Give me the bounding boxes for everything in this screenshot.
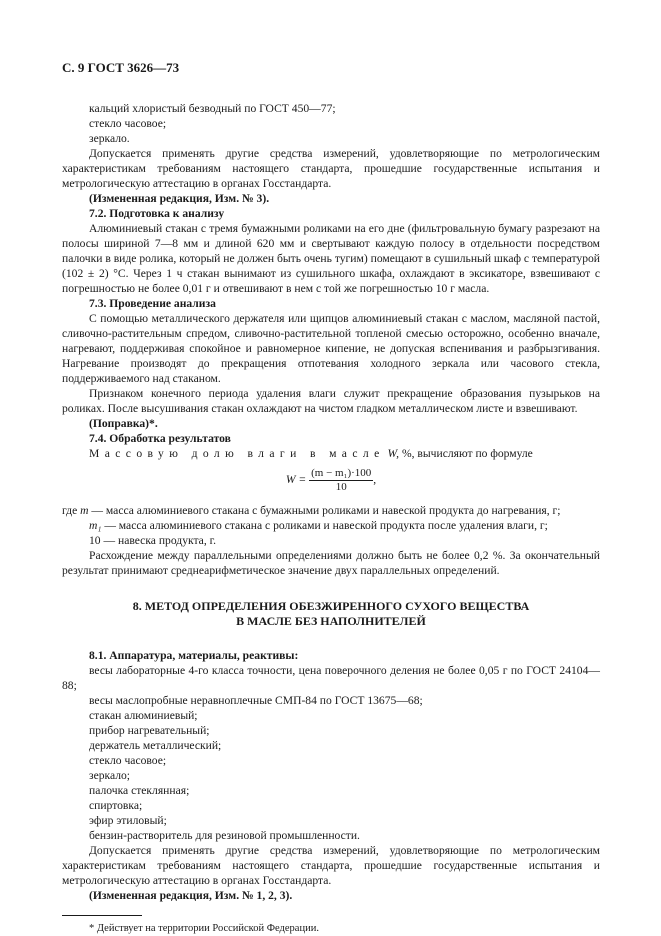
legend-text-10: — навеска продукта, г. xyxy=(103,534,216,547)
legend-symbol-10: 10 xyxy=(89,534,101,547)
paragraph-allowance: Допускается применять другие средства измерений, удовлетворяющие по метрологическим характеристикам требованиям настоящего стандарта, прошедшие государственные испытания и метрологическую аттестацию в органах Госстандарта. xyxy=(62,147,600,190)
list-item: спиртовка; xyxy=(89,799,143,812)
paragraph-discrepancy: Расхождение между параллельными определениями должно быть не более 0,2 %. За окончательный результат принимают среднеарифметическое значение двух параллельных определений. xyxy=(62,549,600,577)
formula-fraction xyxy=(309,467,373,494)
section-8-title xyxy=(62,599,600,629)
edition-note: (Измененная редакция, Изм. № 3). xyxy=(89,192,270,205)
page-header: С. 9 ГОСТ 3626—73 xyxy=(62,60,180,75)
footnote: * Действует на территории Российской Федерации. xyxy=(89,923,319,934)
formula-lhs: W = xyxy=(285,473,307,487)
footnote-divider xyxy=(62,915,142,916)
list-item: зеркало. xyxy=(89,132,130,145)
formula-numerator: (m − m₁)·100 xyxy=(311,467,372,479)
list-item: держатель металлический; xyxy=(89,739,222,752)
formula-intro-variable: W, xyxy=(387,447,400,460)
paragraph-allowance-8: Допускается применять другие средства измерений, удовлетворяющие по метрологическим характеристикам требованиям настоящего стандарта, прошедшие государственные испытания и метрологическую аттестацию в органах Госстандарта. xyxy=(62,844,600,887)
list-item: эфир этиловый; xyxy=(89,814,167,827)
list-item: стекло часовое; xyxy=(89,117,167,130)
list-item: бензин-растворитель для резиновой промышленности. xyxy=(89,829,360,842)
list-item: палочка стеклянная; xyxy=(89,784,190,797)
paragraph-end-criterion: Признаком конечного периода удаления влаги служит прекращение образования пузырьков на роликах. После высушивания стакан охлаждают на чистом гладком металлическом листе и взвешивают. xyxy=(62,387,600,415)
formula-intro-rest: %, вычисляют по формуле xyxy=(401,447,533,460)
legend-symbol-m1: m₁ xyxy=(89,519,102,532)
section-8-title-line-1: 8. МЕТОД ОПРЕДЕЛЕНИЯ ОБЕЗЖИРЕННОГО СУХОГО ВЕЩЕСТВА xyxy=(132,599,530,613)
section-heading-7-3: 7.3. Проведение анализа xyxy=(89,297,216,310)
list-item: стекло часовое; xyxy=(89,754,167,767)
formula-intro-spaced: Массовую долю влаги в масле xyxy=(89,447,385,460)
section-heading-7-2: 7.2. Подготовка к анализу xyxy=(89,207,225,220)
legend-where: где xyxy=(62,504,78,517)
moisture-formula xyxy=(62,467,600,497)
section-8-title-line-2: В МАСЛЕ БЕЗ НАПОЛНИТЕЛЕЙ xyxy=(236,614,426,628)
legend-symbol-m: m xyxy=(80,504,89,517)
document-page xyxy=(62,60,600,936)
list-item: стакан алюминиевый; xyxy=(89,709,198,722)
section-heading-8-1: 8.1. Аппаратура, материалы, реактивы: xyxy=(89,649,299,662)
list-item: зеркало; xyxy=(89,769,131,782)
amendment-note: (Поправка)*. xyxy=(89,417,158,430)
list-item: весы лабораторные 4-го класса точности, цена поверочного деления не более 0,05 г по ГОСТ 24104—88; xyxy=(62,664,600,692)
formula-legend xyxy=(62,503,600,548)
edition-note-8: (Измененная редакция, Изм. № 1, 2, 3). xyxy=(89,889,293,902)
formula-intro xyxy=(62,446,600,461)
list-item: весы маслопробные неравноплечные СМП-84 по ГОСТ 13675—68; xyxy=(89,694,423,707)
paragraph-procedure: С помощью металлического держателя или щипцов алюминиевый стакан с маслом, масляной пастой, сливочно-растительным спредом, сливочно-растительной топленой смесью осторожно, особенно вначале, нагревают, поддерживая спокойное и равномерное кипение, не допуская вспенивания и разбрызгивания. Нагревание производят до прекращения отпотевания холодного зеркала или часового стекла, поддерживаемого над стаканом. xyxy=(62,312,600,385)
legend-text-m: — масса алюминиевого стакана с бумажными роликами и навеской продукта до нагревания, г; xyxy=(91,504,561,517)
section-heading-7-4: 7.4. Обработка результатов xyxy=(89,432,231,445)
formula-tail: , xyxy=(373,473,377,487)
legend-text-m1: — масса алюминиевого стакана с роликами и навеской продукта после удаления влаги, г; xyxy=(104,519,548,532)
list-item: кальций хлористый безводный по ГОСТ 450—77; xyxy=(89,102,336,115)
list-item: прибор нагревательный; xyxy=(89,724,210,737)
paragraph-preparation: Алюминиевый стакан с тремя бумажными роликами на его дне (фильтровальную бумагу разрезают на полосы шириной 7—8 мм и длиной 620 мм и свертывают каждую полосу в отдельности посредством палочки в виде ролика, который не должен быть очень тугим) помещают в сушильный шкаф с температурой (102 ± 2) °С. Через 1 ч стакан вынимают из сушильного шкафа, охлаждают в эксикаторе, взвешивают с погрешностью не более 0,01 г и отвешивают в нем с той же погрешностью 10 г масла. xyxy=(62,222,600,295)
formula-denominator: 10 xyxy=(335,481,347,493)
